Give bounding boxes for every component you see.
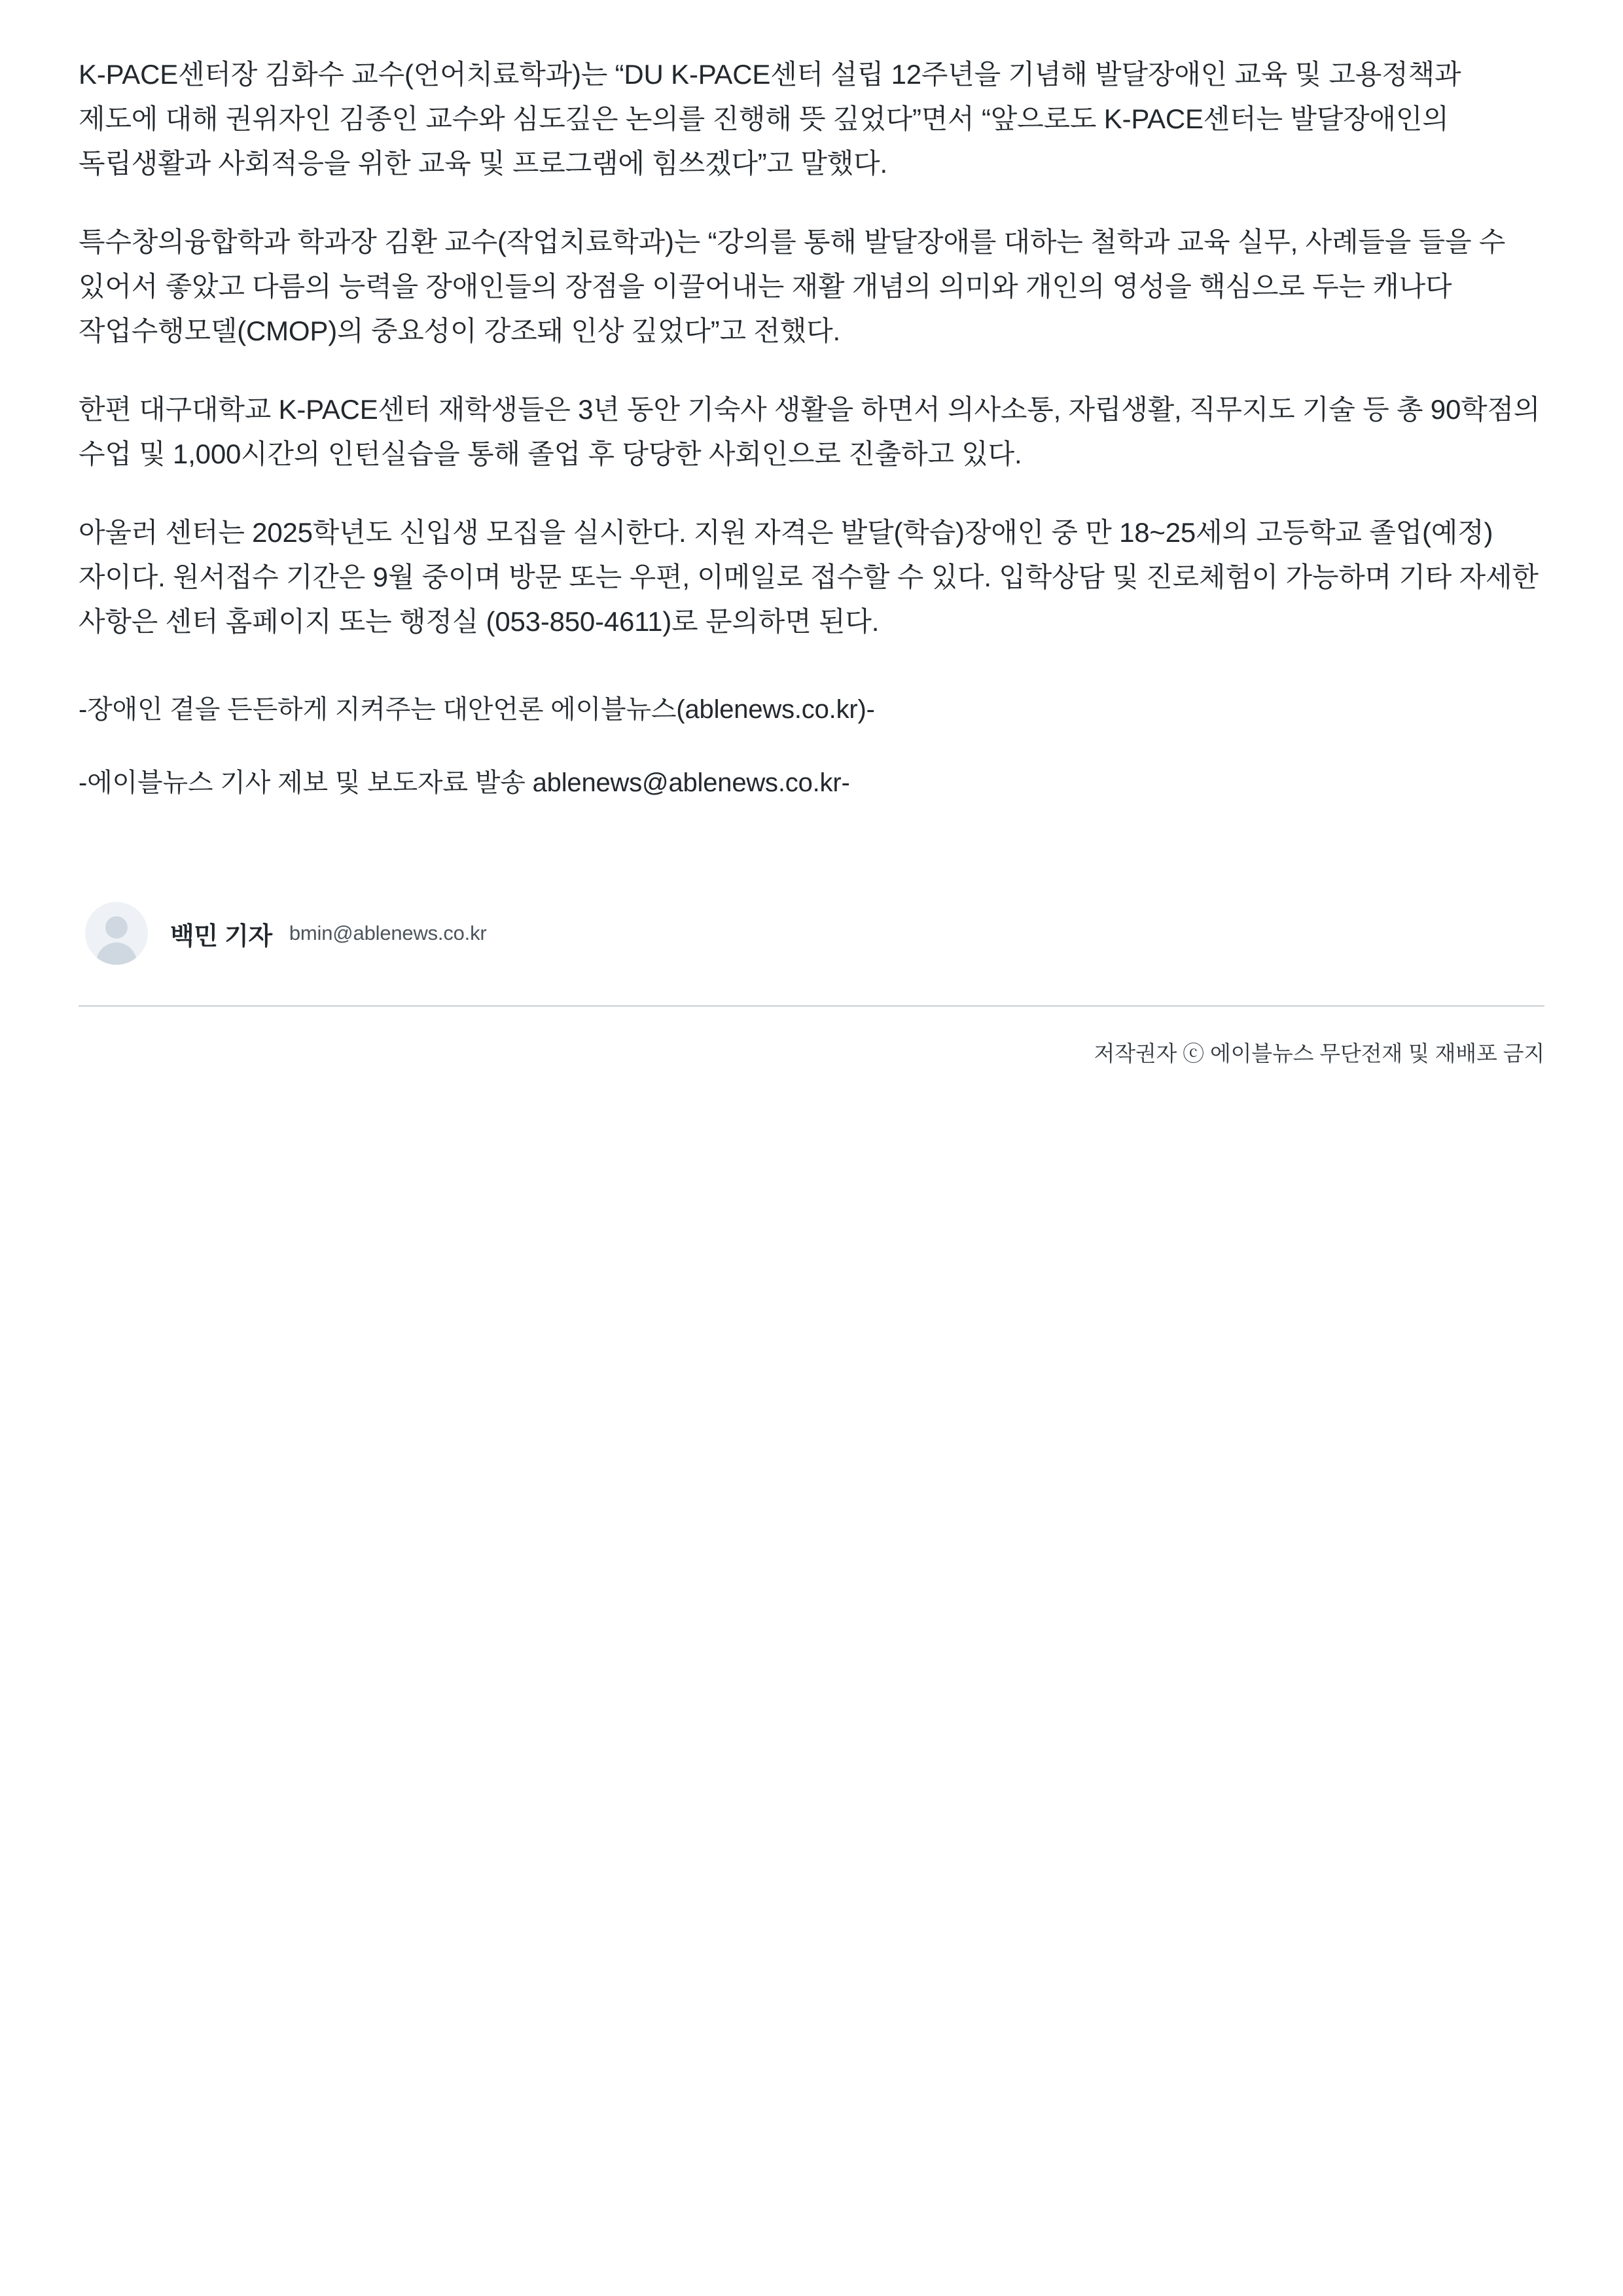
reporter-name: 백민 기자 bbox=[170, 922, 272, 950]
byline bbox=[79, 902, 1544, 965]
avatar-head-shape bbox=[105, 916, 128, 939]
user-avatar-icon bbox=[85, 902, 148, 965]
footer-divider bbox=[79, 1005, 1544, 1007]
reporter-email[interactable]: bmin@ablenews.co.kr bbox=[289, 922, 487, 945]
article-paragraph: 아울러 센터는 2025학년도 신입생 모집을 실시한다. 지원 자격은 발달(학습)장애인 중 만 18~25세의 고등학교 졸업(예정)자이다. 원서접수 기간은 9월 중이며 방문 또는 우편, 이메일로 접수할 수 있다. 입학상담 및 진로체험이 가능하며 기타 자세한 사항은 센터 홈페이지 또는 행정실 (053-850-4611)로 문의하면 된다. bbox=[79, 517, 1539, 637]
copyright-notice: 저작권자 ⓒ 에이블뉴스 무단전재 및 재배포 금지 bbox=[1094, 1041, 1544, 1066]
avatar-body-shape bbox=[96, 942, 137, 965]
signoff-line-1: -장애인 곁을 든든하게 지켜주는 대안언론 에이블뉴스(ablenews.co.kr)- bbox=[79, 695, 875, 725]
article-paragraph: K-PACE센터장 김화수 교수(언어치료학과)는 “DU K-PACE센터 설립 12주년을 기념해 발달장애인 교육 및 고용정책과 제도에 대해 권위자인 김종인 교수와 심도깊은 논의를 진행해 뜻 깊었다”면서 “앞으로도 K-PACE센터는 발달장애인의 독립생활과 사회적응을 위한 교육 및 프로그램에 힘쓰겠다”고 말했다. bbox=[79, 59, 1461, 179]
signoff-line-2: -에이블뉴스 기사 제보 및 보도자료 발송 ablenews@ablenews.co.kr- bbox=[79, 768, 850, 798]
article-body bbox=[79, 39, 1544, 1067]
article-paragraph: 한편 대구대학교 K-PACE센터 재학생들은 3년 동안 기숙사 생활을 하면서 의사소통, 자립생활, 직무지도 기술 등 총 90학점의 수업 및 1,000시간의 인턴실습을 통해 졸업 후 당당한 사회인으로 진출하고 있다. bbox=[79, 394, 1541, 470]
article-paragraph: 특수창의융합학과 학과장 김환 교수(작업치료학과)는 “강의를 통해 발달장애를 대하는 철학과 교육 실무, 사례들을 들을 수 있어서 좋았고 다름의 능력을 장애인들의 장점을 이끌어내는 재활 개념의 의미와 개인의 영성을 핵심으로 두는 캐나다 작업수행모델(CMOP)의 중요성이 강조돼 인상 깊었다”고 전했다. bbox=[79, 226, 1506, 347]
